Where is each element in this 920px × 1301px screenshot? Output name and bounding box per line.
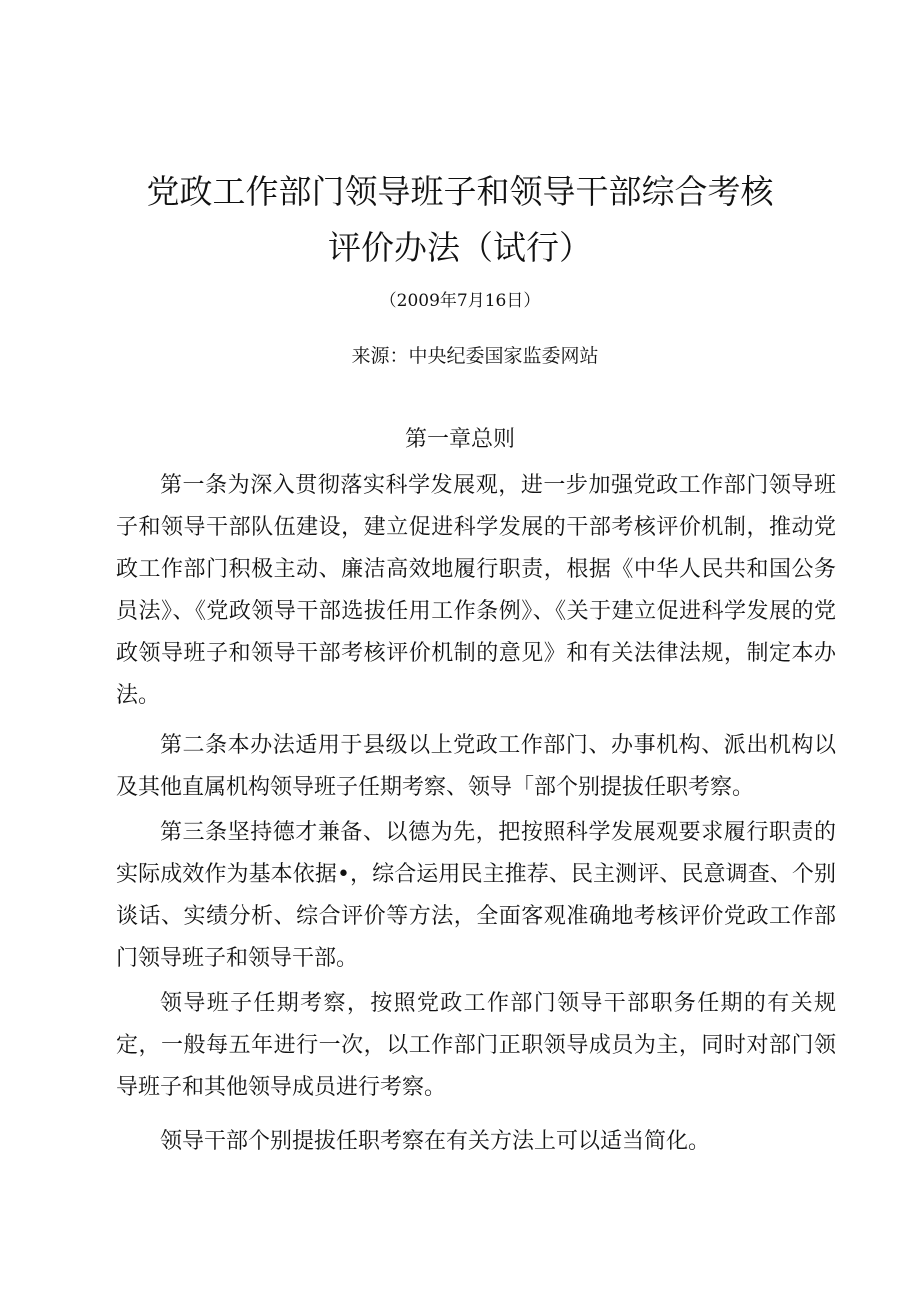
- document-date: （2009年7月16日）: [379, 291, 541, 311]
- article-3-paragraph: 第三条坚持德才兼备、以德为先，把按照科学发展观要求履行职责的实际成效作为基本依据•，综合运用民主推荐、民主测评、民意调查、个别谈话、实绩分析、综合评价等方法，全面客观准确地考核评价党政工作部门领导班子和领导干部。: [116, 820, 836, 971]
- document-source: 来源：中央纪委国家监委网站: [351, 345, 599, 367]
- document-title-line-1: 党政工作部门领导班子和领导干部综合考核: [146, 172, 774, 211]
- article-2-paragraph: 第二条本办法适用于县级以上党政工作部门、办事机构、派出机构以及其他直属机构领导班子任期考察、领导「部个别提拔任职考察。: [116, 733, 836, 800]
- article-1-paragraph: 第一条为深入贯彻落实科学发展观，进一步加强党政工作部门领导班子和领导干部队伍建设，建立促进科学发展的干部考核评价机制，推动党政工作部门积极主动、廉洁高效地履行职责，根据《中华人民共和国公务员法》、《党政领导干部选拔任用工作条例》、《关于建立促进科学发展的党政领导班子和领导干部考核评价机制的意见》和有关法律法规，制定本办法。: [116, 473, 836, 708]
- document-title-line-2: 评价办法（试行）: [328, 228, 592, 267]
- term-review-paragraph: 领导班子任期考察，按照党政工作部门领导干部职务任期的有关规定，一般每五年进行一次，以工作部门正职领导成员为主，同时对部门领导班子和其他领导成员进行考察。: [116, 991, 836, 1100]
- individual-promotion-paragraph: 领导干部个别提拔任职考察在有关方法上可以适当简化。: [160, 1129, 711, 1154]
- chapter-heading: 第一章总则: [404, 427, 515, 452]
